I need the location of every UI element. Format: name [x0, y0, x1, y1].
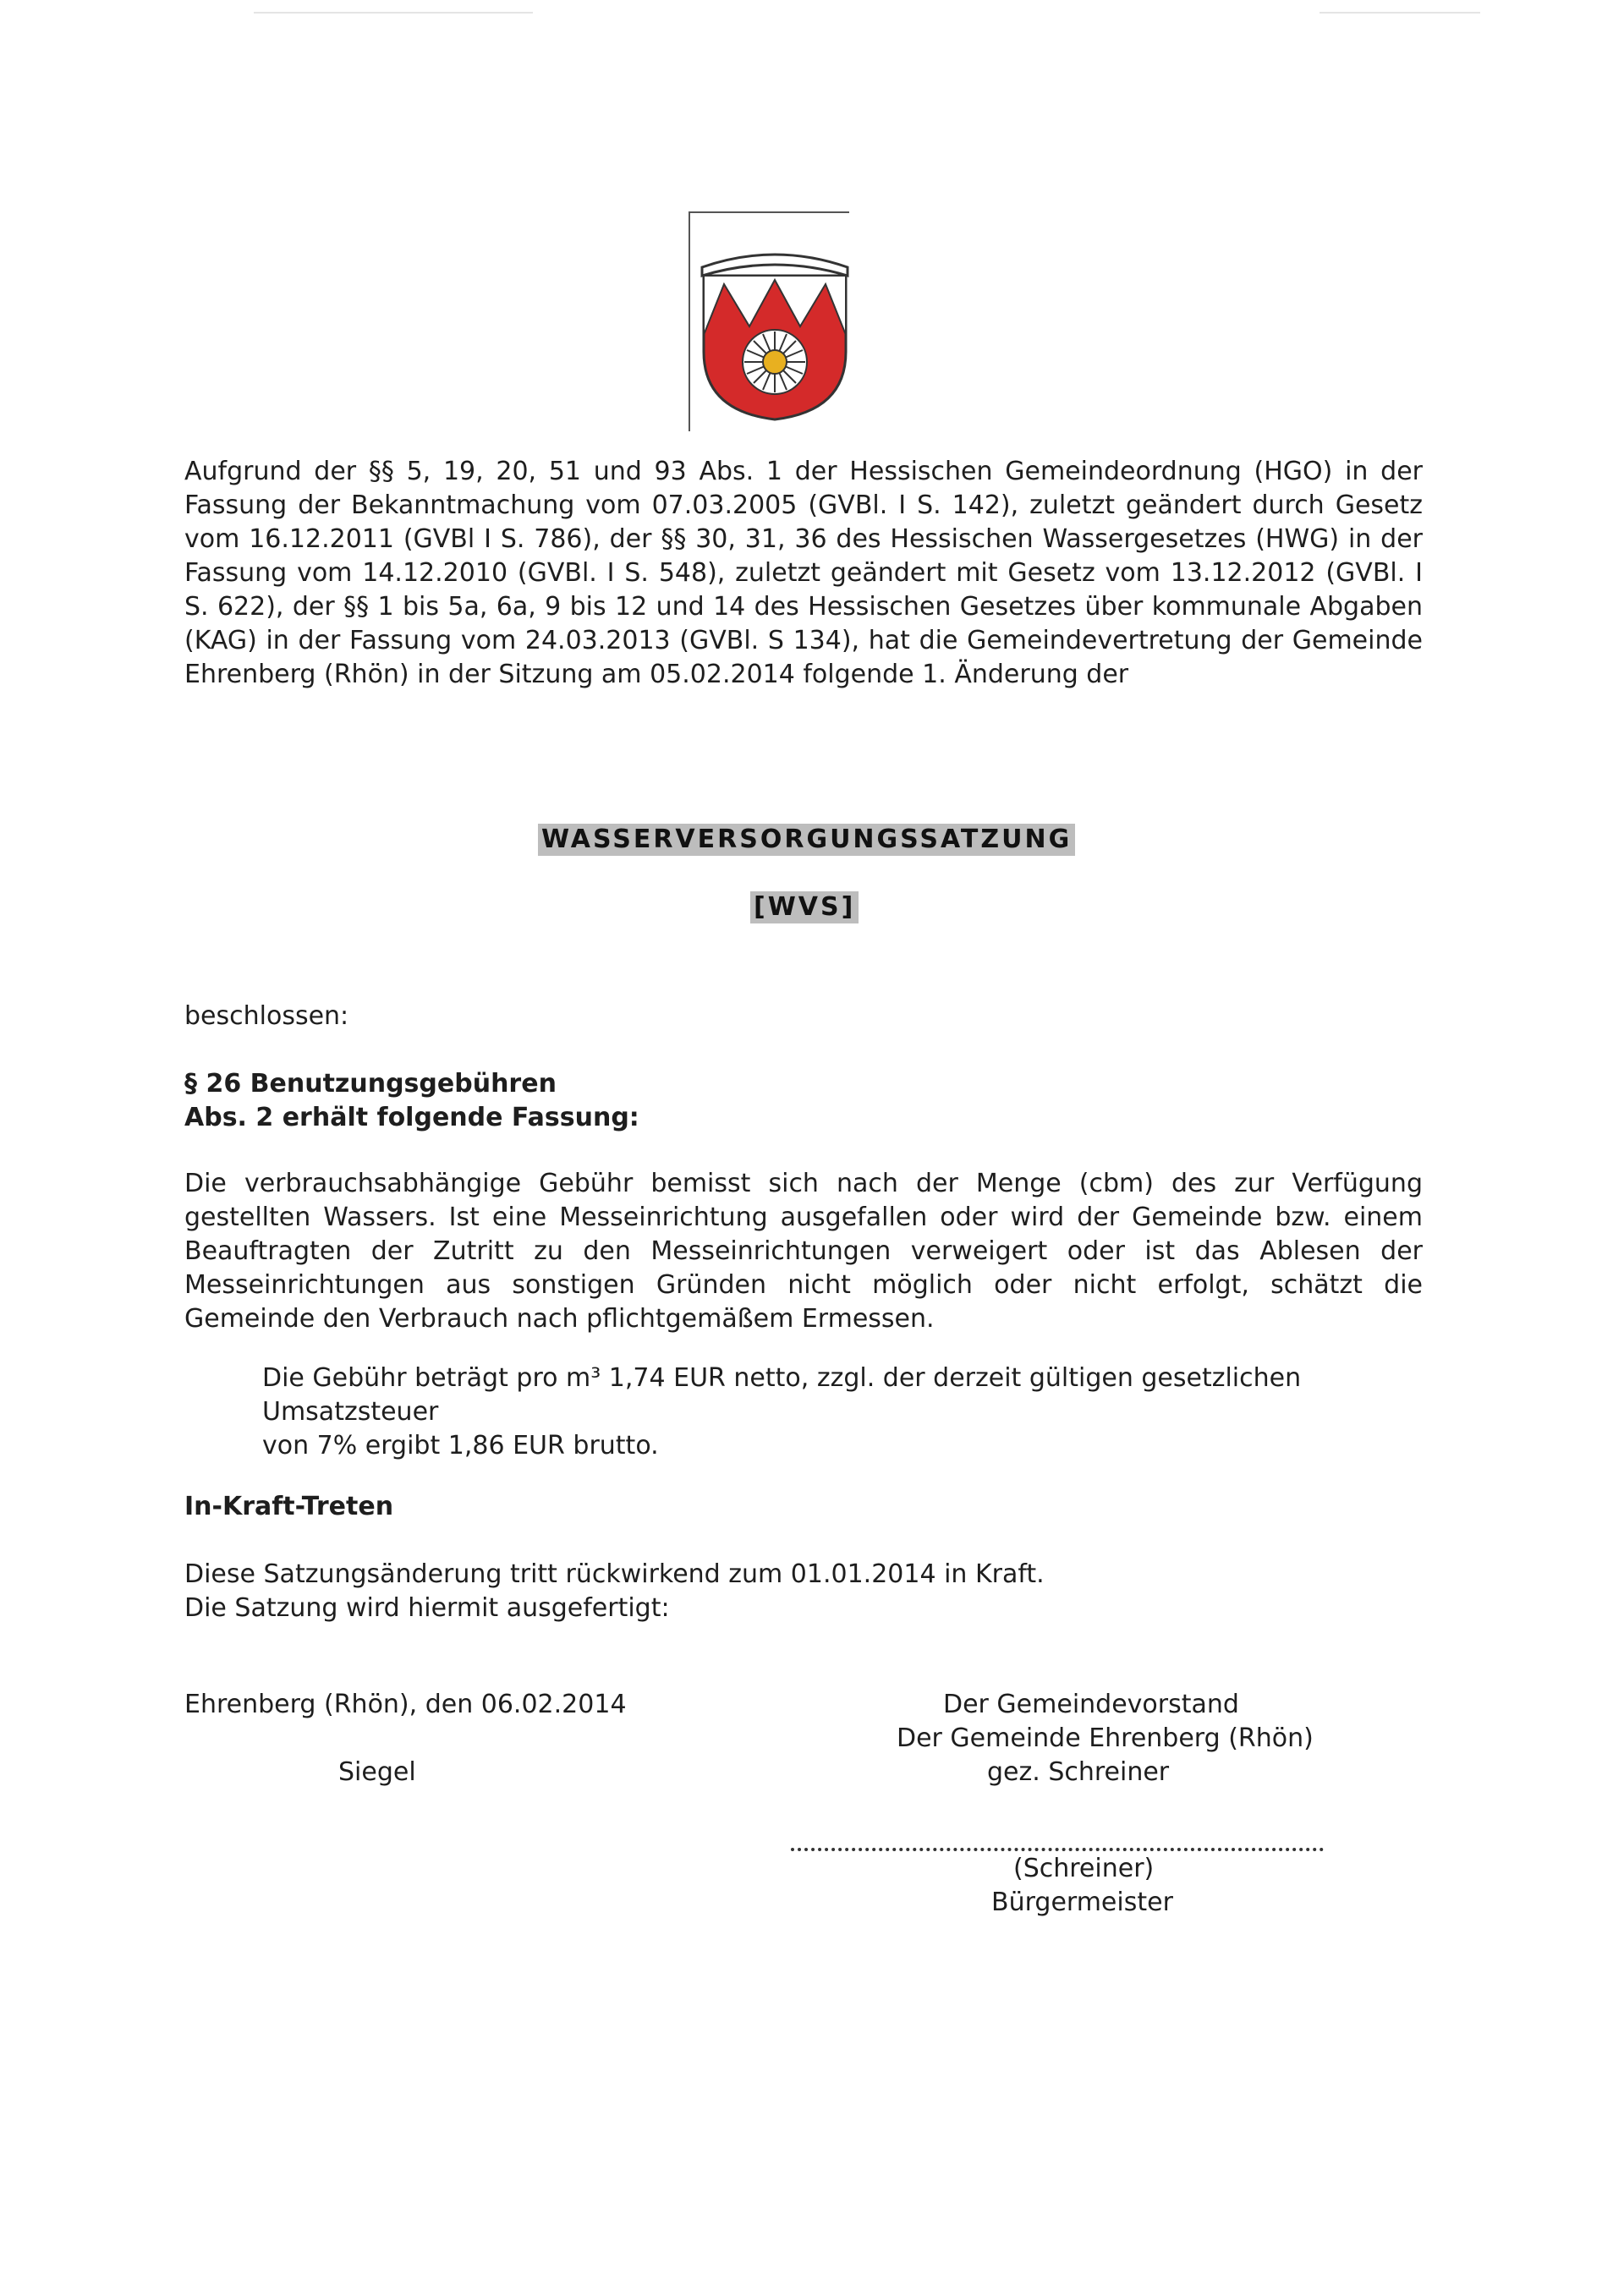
- coat-of-arms: [689, 211, 858, 431]
- coat-of-arms-icon: [699, 242, 851, 421]
- section-heading: § 26 Benutzungsgebühren: [184, 1069, 557, 1099]
- ausfertigung-line: Die Satzung wird hiermit ausgefertigt:: [184, 1593, 670, 1623]
- board-line-2: Der Gemeinde Ehrenberg (Rhön): [897, 1723, 1314, 1753]
- board-line-3: gez. Schreiner: [987, 1757, 1170, 1787]
- scan-edge-mark: [254, 12, 533, 14]
- document-title: WASSERVERSORGUNGSSATZUNG: [538, 824, 1075, 856]
- crest-frame-line: [689, 211, 849, 213]
- seal-label: Siegel: [338, 1757, 416, 1787]
- scan-edge-mark: [1320, 12, 1480, 14]
- signer-role: Bürgermeister: [991, 1888, 1173, 1917]
- board-line-1: Der Gemeindevorstand: [943, 1690, 1239, 1719]
- crest-frame-line: [689, 211, 690, 431]
- document-abbreviation: [WVS]: [750, 891, 859, 923]
- place-date: Ehrenberg (Rhön), den 06.02.2014: [184, 1690, 627, 1719]
- preamble-paragraph: Aufgrund der §§ 5, 19, 20, 51 und 93 Abs. 1 der Hessischen Gemeindeordnung (HGO) in der Fassung der Bekanntmachung vom 07.03.2005 (GVBl. I S. 142), zuletzt geändert durch Gesetz vom 16.12.2011 (GVBl I S. 786), der §§ 30, 31, 36 des Hessischen Wassergesetzes (HWG) in der Fassung vom 14.12.2010 (GVBl. I S. 548), zuletzt geändert mit Gesetz vom 13.12.2012 (GVBl. I S. 622), der §§ 1 bis 5a, 6a, 9 bis 12 und 14 des Hessischen Gesetzes über kommunale Abgaben (KAG) in der Fassung vom 24.03.2013 (GVBl. S 134), hat die Gemeindevertretung der Gemeinde Ehrenberg (Rhön) in der Sitzung am 05.02.2014 folgende 1. Änderung der: [184, 457, 1423, 689]
- section-body: Die verbrauchsabhängige Gebühr bemisst sich nach der Menge (cbm) des zur Verfügung gestellten Wassers. Ist eine Messeinrichtung ausgefallen oder wird der Gemeinde bzw. einem Beauftragten der Zutritt zu den Messeinrichtungen verweigert oder ist das Ablesen der Messeinrichtungen aus sonstigen Gründen nicht möglich oder nicht erfolgt, schätzt die Gemeinde den Verbrauch nach pflichtgemäßem Ermessen.: [184, 1169, 1423, 1334]
- effect-heading: In-Kraft-Treten: [184, 1492, 394, 1521]
- effect-line: Diese Satzungsänderung tritt rückwirkend zum 01.01.2014 in Kraft.: [184, 1559, 1045, 1589]
- resolved-label: beschlossen:: [184, 1001, 349, 1031]
- fee-paragraph: Die Gebühr beträgt pro m³ 1,74 EUR netto, zzgl. der derzeit gültigen gesetzlichen Umsatzsteuer von 7% ergibt 1,86 EUR brutto.: [262, 1363, 1302, 1460]
- signer-name: (Schreiner): [1013, 1854, 1155, 1883]
- section-subheading: Abs. 2 erhält folgende Fassung:: [184, 1103, 639, 1132]
- signature-line: [791, 1848, 1324, 1851]
